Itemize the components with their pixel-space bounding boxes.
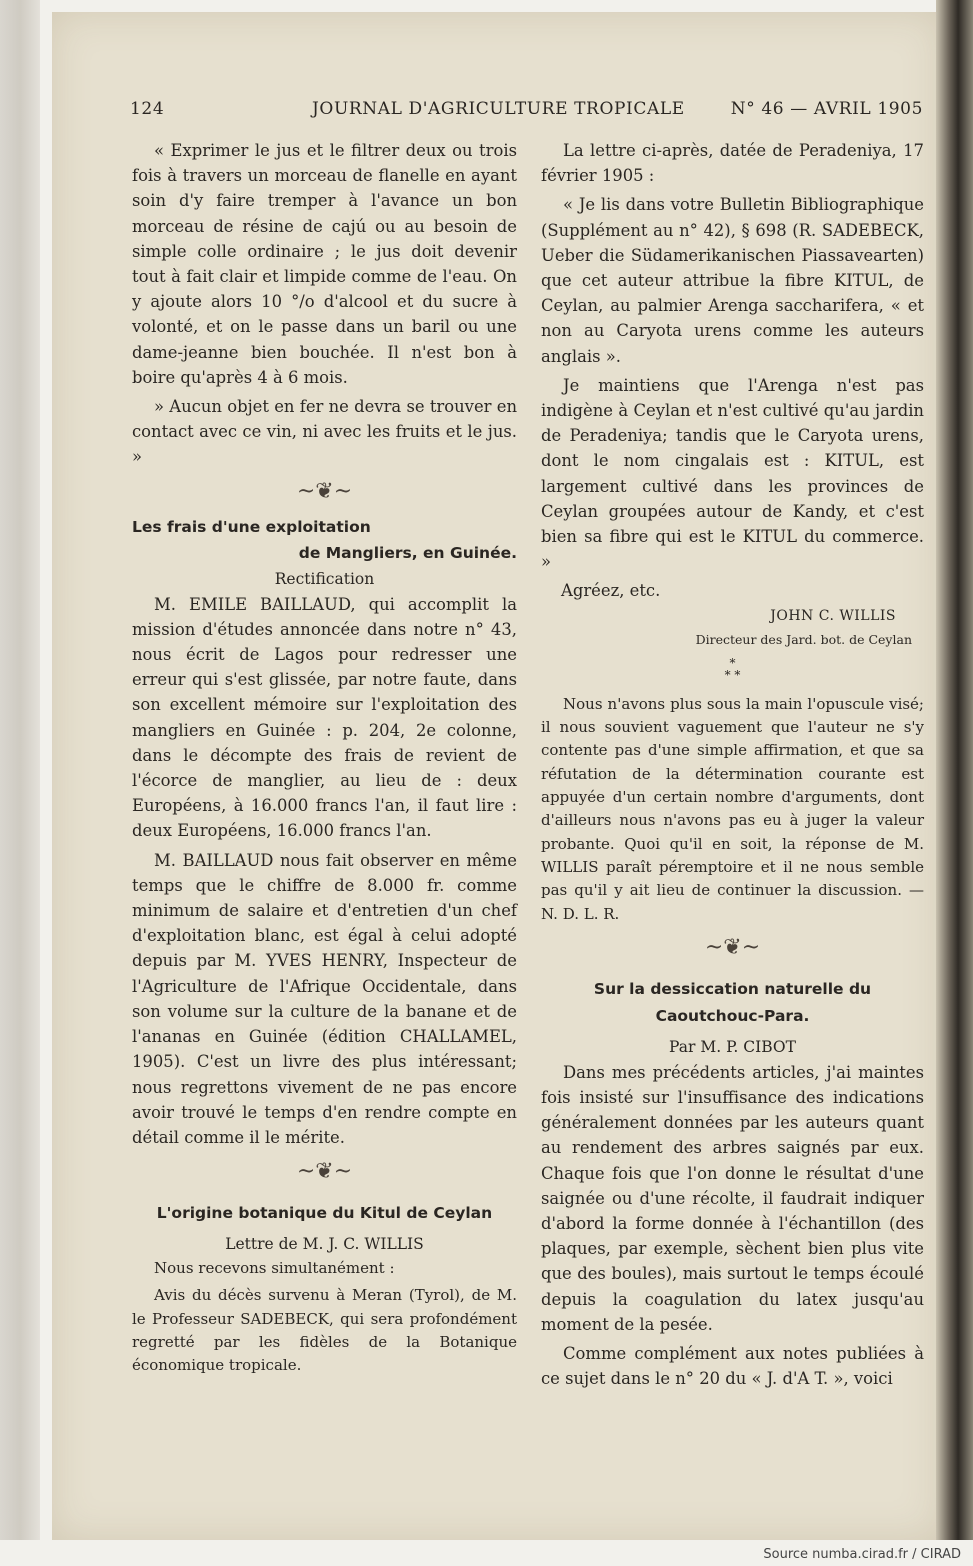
asterism: [541, 657, 924, 681]
paragraph: Je maintiens que l'Arenga n'est pas indigène à Ceylan et n'est cultivé qu'au jardin de Peradeniya; tandis que le Caryota urens, dont le nom cingalais est : KITUL, est largement cultivé dans les provinces de Ceylan groupées autour de Kandy, et c'est bien sa fibre qui est le KITUL du commerce. »: [541, 375, 924, 572]
section-author: Par M. P. CIBOT: [669, 1037, 796, 1056]
paragraph: La lettre ci-après, datée de Peradeniya, 17 février 1905 :: [541, 141, 924, 186]
section-subtitle: Lettre de M. J. C. WILLIS: [225, 1235, 424, 1254]
asterism-top: *: [729, 655, 736, 670]
signature-name: JOHN C. WILLIS: [770, 607, 896, 624]
section-title-line: Caoutchouc-Para.: [655, 1006, 810, 1025]
section-title-line: de Mangliers, en Guinée.: [298, 543, 517, 562]
source-credit: Source numba.cirad.fr / CIRAD: [763, 1547, 961, 1562]
journal-title: JOURNAL D'AGRICULTURE TROPICALE: [312, 99, 685, 119]
section-title-mangliers: [132, 514, 517, 566]
section-title-caoutchouc: [541, 976, 924, 1030]
ornament-divider: ~❦~: [296, 478, 353, 504]
asterism-bottom: * *: [724, 667, 741, 682]
paragraph: Avis du décès survenu à Meran (Tyrol), de M. le Professeur SADEBECK, qui sera profondément regretté par les fidèles de la Botanique économique tropicale.: [132, 1286, 517, 1375]
paragraph: Dans mes précédents articles, j'ai maintes fois insisté sur l'insuffisance des indications généralement données par les auteurs quant au rendement des arbres saignés par eux. Chaque fois que l'on donne le résultat d'une saignée ou d'une récolte, il faudrait indiquer d'abord la forme donnée à l'échantillon (des plaques, par exemple, sèchent bien plus vite que des boules), mais surtout le temps écoulé depuis la coagulation du latex jusqu'au moment de la pesée.: [541, 1062, 924, 1334]
ornament-divider: ~❦~: [704, 934, 761, 960]
page-number: 124: [130, 99, 165, 119]
section-title-kitul: L'origine botanique du Kitul de Ceylan: [156, 1204, 493, 1223]
scan-left-margin: [0, 0, 40, 1540]
paragraph: « Exprimer le jus et le filtrer deux ou trois fois à travers un morceau de flanelle en ayant soin d'y faire tremper à l'avance un bon morceau de résine de cajú ou au besoin de simple colle ordinaire ; le jus doit devenir tout à fait clair et limpide comme de l'eau. On y ajoute alors 10 °/o d'alcool et du sucre à volonté, et on le passe dans un baril ou une dame-jeanne bien bouchée. Il n'est bon à boire qu'après 4 à 6 mois.: [132, 141, 517, 387]
issue-date: N° 46 — AVRIL 1905: [730, 99, 923, 119]
paragraph: M. BAILLAUD nous fait observer en même temps que le chiffre de 8.000 fr. comme minimum de salaire et d'entretien d'un chef d'exploitation blanc, est égal à celui adopté depuis par M. YVES HENRY, Inspecteur de l'Agriculture de l'Afrique Occidentale, dans son volume sur la culture de la banane et de l'ananas en Guinée (édition CHALLAMEL, 1905). C'est un livre des plus intéressant; nous regrettons vivement de ne pas encore avoir trouvé le temps d'en rendre compte en détail comme il le mérite.: [132, 850, 517, 1147]
paragraph: Comme complément aux notes publiées à ce sujet dans le n° 20 du « J. d'A T. », voici: [541, 1344, 924, 1389]
paragraph: M. EMILE BAILLAUD, qui accomplit la mission d'études annoncée dans notre n° 43, nous écrit de Lagos pour redresser une erreur qui s'est glissée, par notre faute, dans son excellent mémoire sur l'exploitation des mangliers en Guinée : p. 204, 2e colonne, dans le décompte des frais de revient de l'écorce de manglier, au lieu de : deux Européens, à 16.000 francs l'an, il faut lire : deux Européens, 16.000 francs l'an.: [132, 594, 517, 841]
page-header: [130, 99, 923, 123]
section-subtitle: Rectification: [274, 569, 375, 588]
left-column: [132, 138, 517, 1382]
ornament-divider: ~❦~: [296, 1159, 353, 1185]
section-title-line: Sur la dessiccation naturelle du: [593, 979, 872, 998]
editor-note: Nous n'avons plus sous la main l'opuscule visé; il nous souvient vaguement que l'auteur ne s'y contente pas d'une simple affirmation, et que sa réfutation de la détermination courante est appuyée d'un certain nombre d'arguments, dont d'ailleurs nous n'avons pas eu à juger la valeur probante. Quoi qu'il en soit, la réponse de M. WILLIS paraît péremptoire et il ne nous semble pas qu'il y ait lieu de continuer la discussion. — N. D. L. R.: [541, 694, 924, 923]
paragraph: Nous recevons simultanément :: [154, 1259, 395, 1278]
paragraph: » Aucun objet en fer ne devra se trouver en contact avec ce vin, ni avec les fruits et le jus. »: [132, 397, 517, 467]
book-spine-edge: [936, 0, 973, 1540]
closing: Agréez, etc.: [561, 581, 661, 601]
signature-title: Directeur des Jard. bot. de Ceylan: [695, 631, 912, 647]
section-title-line: Les frais d'une exploitation: [132, 517, 371, 536]
paragraph: « Je lis dans votre Bulletin Bibliographique (Supplément au n° 42), § 698 (R. SADEBECK, Ueber die Südamerikanischen Piassavearten) que cet auteur attribue la fibre KITUL, de Ceylan, au palmier Arenga saccharifera, « et non au Caryota urens comme les auteurs anglais ».: [541, 195, 924, 366]
right-column: [541, 138, 924, 1395]
